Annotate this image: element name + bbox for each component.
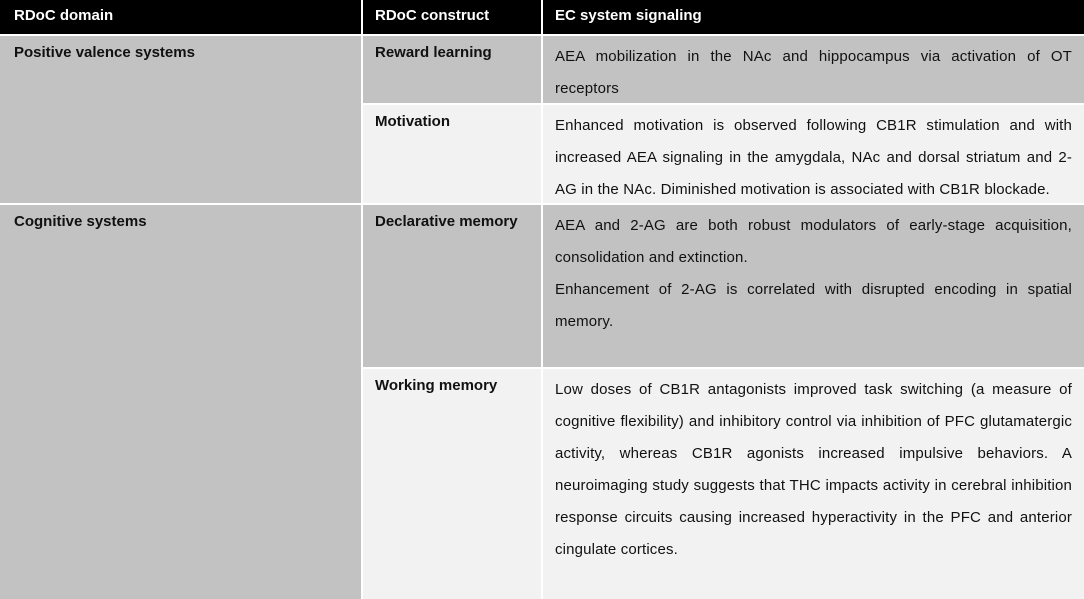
signaling-paragraph: AEA mobilization in the NAc and hippocampus via activation of OT receptors [555, 48, 1072, 97]
signaling-cell-motivation [543, 105, 1084, 203]
domain-cell-cognitive-systems: Cognitive systems [0, 205, 361, 599]
construct-cell-working-memory: Working memory [363, 369, 541, 599]
signaling-paragraph: Low doses of CB1R antagonists improved task switching (a measure of cognitive flexibility) and inhibitory control via inhibition of PFC glutamatergic activity, whereas CB1R agonists increased impulsive behaviors. A neuroimaging study suggests that THC impacts activity in cerebral inhibition response circuits causing increased hyperactivity in the PFC and anterior cingulate cortices. [555, 381, 1072, 558]
signaling-cell-declarative-memory [543, 205, 1084, 367]
signaling-paragraph: Enhanced motivation is observed following CB1R stimulation and with increased AEA signaling in the amygdala, NAc and dorsal striatum and 2-AG in the NAc. Diminished motivation is associated with CB1R blockade. [555, 117, 1072, 198]
construct-cell-motivation: Motivation [363, 105, 541, 203]
signaling-paragraph: AEA and 2-AG are both robust modulators of early-stage acquisition, consolidation and extinction. [555, 217, 1072, 266]
header-ec-signaling: EC system signaling [543, 0, 1084, 34]
signaling-cell-reward-learning [543, 36, 1084, 103]
construct-cell-reward-learning: Reward learning [363, 36, 541, 103]
header-rdoc-construct: RDoC construct [363, 0, 541, 34]
header-rdoc-domain: RDoC domain [0, 0, 361, 34]
signaling-cell-working-memory [543, 369, 1084, 599]
signaling-paragraph: Enhancement of 2-AG is correlated with disrupted encoding in spatial memory. [555, 281, 1072, 330]
domain-cell-positive-valence: Positive valence systems [0, 36, 361, 203]
construct-cell-declarative-memory: Declarative memory [363, 205, 541, 367]
